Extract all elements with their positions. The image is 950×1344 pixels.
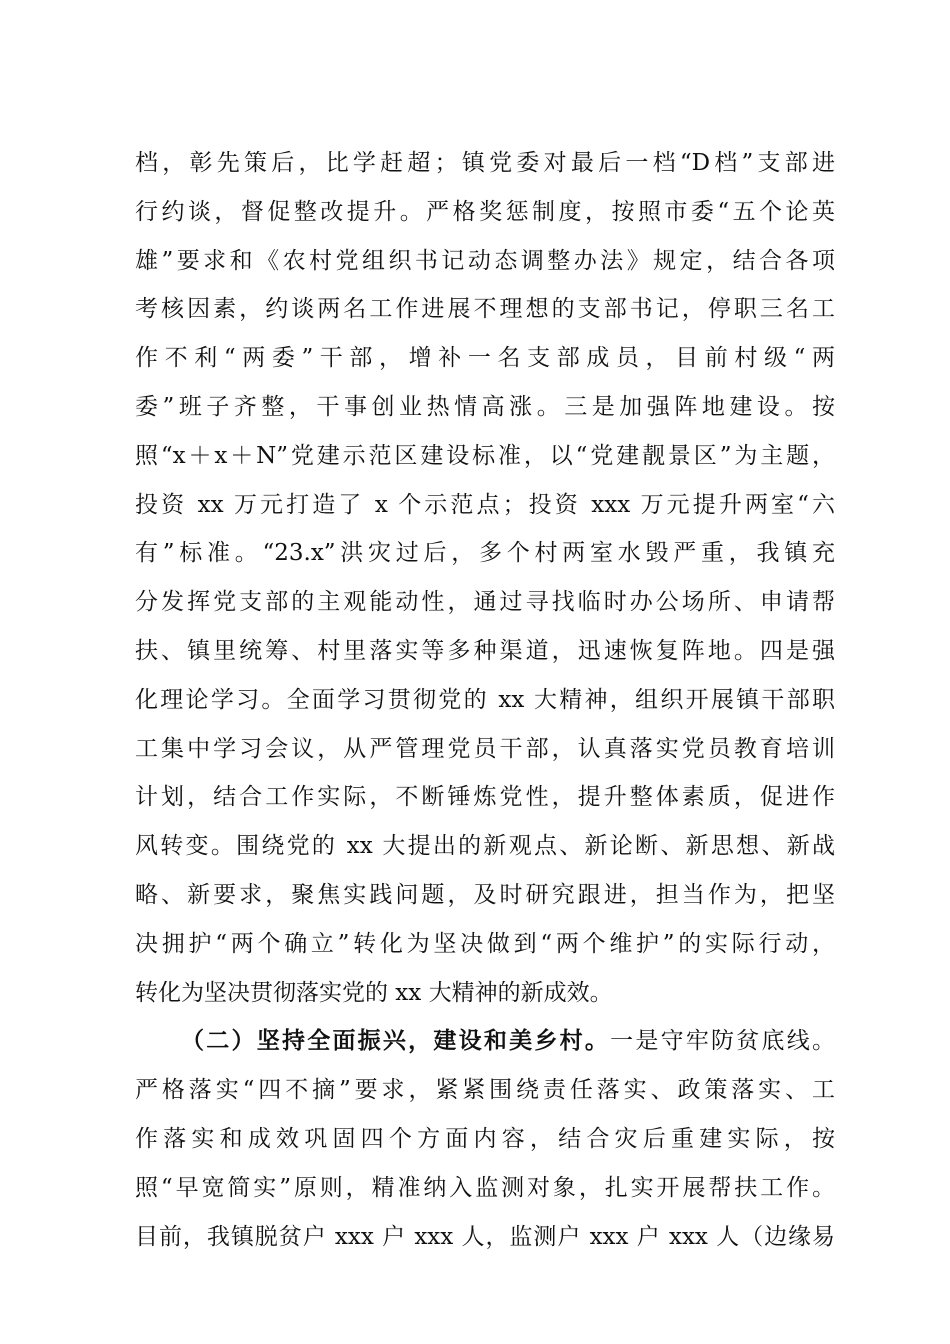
paragraph-line: 照“x＋x＋N”党建示范区建设标准，以“党建靓景区”为主题， bbox=[135, 442, 835, 469]
paragraph-line: 计划，结合工作实际，不断锤炼党性，提升整体素质，促进作 bbox=[135, 784, 835, 811]
paragraph-line: 雄”要求和《农村党组织书记动态调整办法》规定，结合各项 bbox=[135, 247, 835, 274]
paragraph-line: 略、新要求，聚焦实践问题，及时研究跟进，担当作为，把坚 bbox=[135, 881, 835, 908]
paragraph-line: 委”班子齐整，干事创业热情高涨。三是加强阵地建设。按 bbox=[135, 393, 835, 420]
paragraph-line: 化理论学习。全面学习贯彻党的 xx 大精神，组织开展镇干部职 bbox=[135, 686, 835, 713]
section-first-line-text: 一是守牢防贫底线。 bbox=[610, 1028, 835, 1055]
body-text bbox=[135, 139, 835, 1261]
paragraph-line: 考核因素，约谈两名工作进展不理想的支部书记，停职三名工 bbox=[135, 296, 835, 323]
paragraph-line: 工集中学习会议，从严管理党员干部，认真落实党员教育培训 bbox=[135, 735, 835, 762]
paragraph-line: 严格落实“四不摘”要求，紧紧围绕责任落实、政策落实、工 bbox=[135, 1077, 835, 1104]
paragraph-line: 风转变。围绕党的 xx 大提出的新观点、新论断、新思想、新战 bbox=[135, 833, 835, 860]
paragraph-line: 转化为坚决贯彻落实党的 xx 大精神的新成效。 bbox=[135, 979, 613, 1006]
section-heading: （二）坚持全面振兴，建设和美乡村。 bbox=[181, 1027, 611, 1055]
paragraph-line: 有”标准。“23.x”洪灾过后，多个村两室水毁严重，我镇充 bbox=[135, 540, 835, 567]
paragraph-line: 扶、镇里统筹、村里落实等多种渠道，迅速恢复阵地。四是强 bbox=[135, 637, 835, 664]
paragraph-line: 照“早宽简实”原则，精准纳入监测对象，扎实开展帮扶工作。 bbox=[135, 1174, 835, 1201]
section-first-line bbox=[135, 1017, 835, 1066]
paragraph-line: 档，彰先策后，比学赶超；镇党委对最后一档“D档”支部进 bbox=[135, 150, 835, 176]
paragraph-line: 目前，我镇脱贫户 xxx 户 xxx 人，监测户 xxx 户 xxx 人（边缘易 bbox=[135, 1223, 835, 1250]
paragraph-line: 作不利“两委”干部，增补一名支部成员，目前村级“两 bbox=[135, 345, 835, 372]
paragraph-line: 决拥护“两个确立”转化为坚决做到“两个维护”的实际行动， bbox=[135, 930, 835, 957]
paragraph-line: 行约谈，督促整改提升。严格奖惩制度，按照市委“五个论英 bbox=[135, 198, 835, 225]
paragraph-line: 分发挥党支部的主观能动性，通过寻找临时办公场所、申请帮 bbox=[135, 589, 835, 616]
paragraph-line: 作落实和成效巩固四个方面内容，结合灾后重建实际，按 bbox=[135, 1125, 835, 1152]
paragraph-line: 投资 xx 万元打造了 x 个示范点；投资 xxx 万元提升两室“六 bbox=[135, 491, 835, 518]
